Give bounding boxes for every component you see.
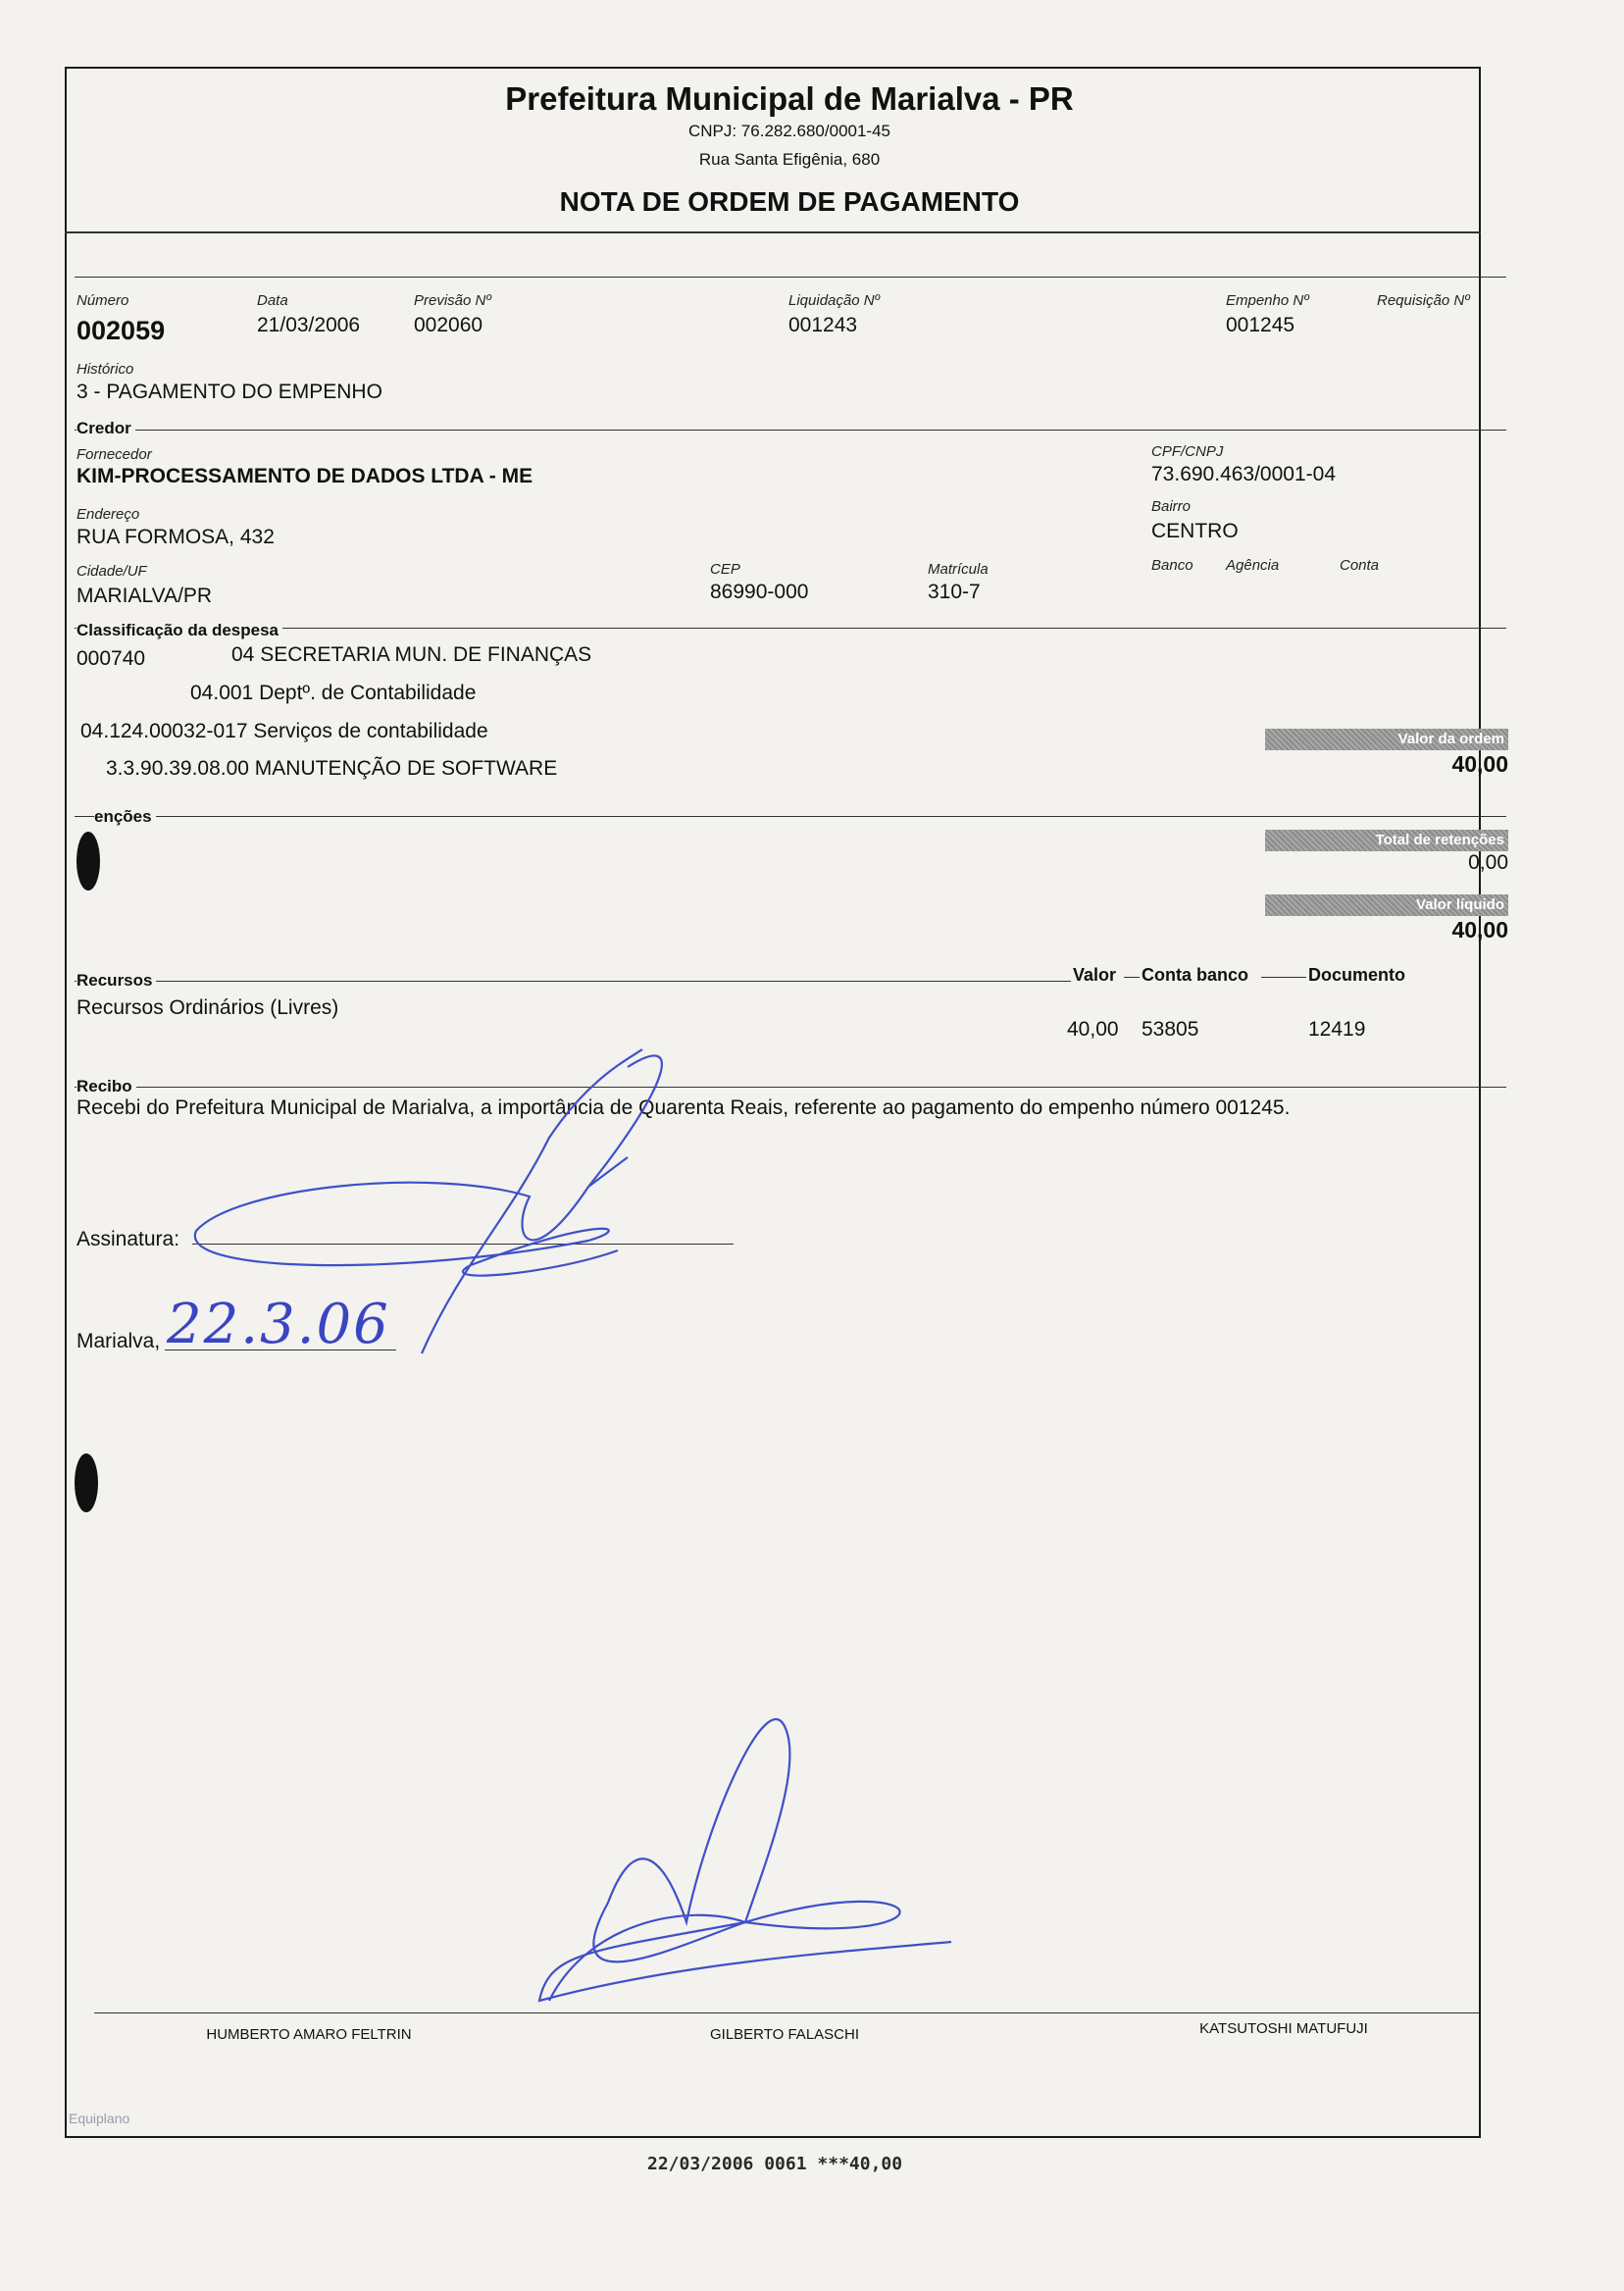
historico-label: Histórico xyxy=(76,361,134,378)
footer-software: Equiplano xyxy=(69,2111,130,2126)
cpf-label: CPF/CNPJ xyxy=(1151,443,1224,460)
valor-liquido-label: Valor líquido xyxy=(1265,894,1508,916)
previsao-value: 002060 xyxy=(414,314,483,336)
total-retencoes-label: Total de retenções xyxy=(1265,830,1508,851)
recursos-fonte: Recursos Ordinários (Livres) xyxy=(76,996,339,1019)
total-retencoes-value: 0,00 xyxy=(1468,851,1508,874)
recursos-documento: 12419 xyxy=(1308,1018,1366,1041)
cep-value: 86990-000 xyxy=(710,581,809,603)
valor-ordem-label: Valor da ordem xyxy=(1265,729,1508,750)
signatory-2: GILBERTO FALASCHI xyxy=(710,2026,859,2043)
classificacao-code: 000740 xyxy=(76,647,146,670)
recursos-conta: 53805 xyxy=(1142,1018,1199,1041)
previsao-label: Previsão Nº xyxy=(414,292,491,309)
cpf-value: 73.690.463/0001-04 xyxy=(1151,463,1337,485)
endereco-value: RUA FORMOSA, 432 xyxy=(76,526,275,548)
numero-value: 002059 xyxy=(76,316,166,345)
payment-signature xyxy=(539,1719,951,2001)
empenho-value: 001245 xyxy=(1226,314,1295,336)
fornecedor-label: Fornecedor xyxy=(76,446,152,463)
assinatura-label: Assinatura: xyxy=(76,1228,180,1250)
header-address: Rua Santa Efigênia, 680 xyxy=(698,150,881,169)
numero-label: Número xyxy=(76,292,129,309)
conta-label: Conta xyxy=(1340,557,1380,574)
header-cnpj: CNPJ: 76.282.680/0001-45 xyxy=(687,122,891,140)
local-label: Marialva, xyxy=(76,1330,161,1352)
credor-section: Credor xyxy=(76,419,135,438)
recursos-section: Recursos xyxy=(76,971,156,991)
endereco-label: Endereço xyxy=(76,506,140,523)
header-title: Prefeitura Municipal de Marialva - PR xyxy=(505,80,1074,117)
bairro-label: Bairro xyxy=(1151,498,1192,515)
cidade-label: Cidade/UF xyxy=(76,563,147,580)
classificacao-section: Classificação da despesa xyxy=(76,621,282,640)
requisicao-label: Requisição Nº xyxy=(1377,292,1470,309)
signatory-3: KATSUTOSHI MATUFUJI xyxy=(1199,2020,1368,2037)
banco-label: Banco xyxy=(1151,557,1193,574)
recursos-valor: 40,00 xyxy=(1067,1018,1119,1041)
data-value: 21/03/2006 xyxy=(257,314,361,336)
document-title: NOTA DE ORDEM DE PAGAMENTO xyxy=(559,186,1020,217)
data-label: Data xyxy=(257,292,288,309)
retencoes-section: enções xyxy=(94,807,156,827)
classificacao-unidade: 04.001 Deptº. de Contabilidade xyxy=(190,682,477,704)
fornecedor-value: KIM-PROCESSAMENTO DE DADOS LTDA - ME xyxy=(76,465,533,487)
historico-value: 3 - PAGAMENTO DO EMPENHO xyxy=(76,381,382,403)
cidade-value: MARIALVA/PR xyxy=(76,585,213,607)
recibo-signature xyxy=(195,1049,662,1353)
recursos-valor-label: Valor xyxy=(1073,965,1117,985)
cep-label: CEP xyxy=(710,561,740,578)
valor-ordem-value: 40,00 xyxy=(1451,751,1508,777)
classificacao-elemento: 3.3.90.39.08.00 MANUTENÇÃO DE SOFTWARE xyxy=(106,757,558,780)
signatory-1: HUMBERTO AMARO FELTRIN xyxy=(206,2026,412,2043)
matricula-value: 310-7 xyxy=(928,581,981,603)
matricula-label: Matrícula xyxy=(928,561,989,578)
agencia-label: Agência xyxy=(1226,557,1280,574)
handwritten-date: 22.3.06 xyxy=(167,1293,390,1356)
classificacao-funcional: 04.124.00032-017 Serviços de contabilidade xyxy=(80,720,488,742)
liquidacao-value: 001243 xyxy=(788,314,858,336)
signatory-line xyxy=(94,2012,1479,2013)
recursos-documento-label: Documento xyxy=(1308,965,1405,985)
bairro-value: CENTRO xyxy=(1151,520,1239,542)
classificacao-orgao: 04 SECRETARIA MUN. DE FINANÇAS xyxy=(231,643,592,666)
liquidacao-label: Liquidação Nº xyxy=(788,292,881,309)
recibo-text: Recebi do Prefeitura Municipal de Marialva, a importância de Quarenta Reais, referente ao pagamento do empenho número 001245. xyxy=(76,1096,1291,1119)
valor-liquido-value: 40,00 xyxy=(1451,917,1508,942)
empenho-label: Empenho Nº xyxy=(1226,292,1309,309)
recibo-section: Recibo xyxy=(76,1077,136,1096)
recursos-conta-label: Conta banco xyxy=(1142,965,1249,985)
footer-stamp: 22/03/2006 0061 ***40,00 xyxy=(647,2154,903,2174)
